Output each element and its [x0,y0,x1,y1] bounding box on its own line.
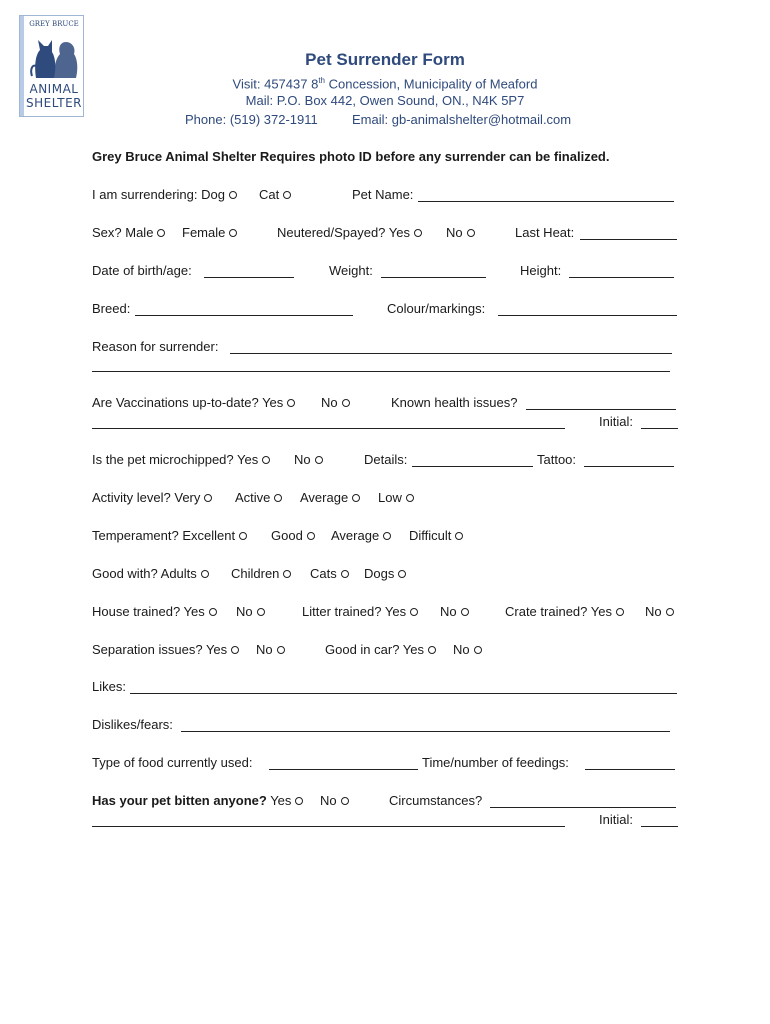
litter-label: Litter trained? Yes [302,604,407,619]
radio-male[interactable] [157,229,165,237]
page-title: Pet Surrender Form [305,50,465,69]
height-label: Height: [520,263,562,278]
temperament-label: Temperament? Excellent [92,528,236,543]
radio-vacc-no[interactable] [342,399,350,407]
car-yes-option [325,642,436,658]
logo-top-text: GREY BRUCE [29,20,79,28]
radio-chip-no[interactable] [315,456,323,464]
radio-neutered-no[interactable] [467,229,475,237]
sex-male-option [92,225,165,241]
initial-field-2[interactable] [641,826,678,827]
feedings-field[interactable] [585,769,675,770]
radio-goodwith-dogs[interactable] [398,570,406,578]
radio-crate-yes[interactable] [616,608,624,616]
activity-low-option [378,490,414,506]
radio-separation-yes[interactable] [231,646,239,654]
neutered-no-option [446,225,475,241]
activity-very-option [92,490,212,506]
crate-label: Crate trained? Yes [505,604,612,619]
weight-field[interactable] [381,277,486,278]
radio-goodwith-cats[interactable] [341,570,349,578]
visit-address [0,73,770,92]
radio-separation-no[interactable] [277,646,285,654]
separation-no-label: No [256,642,273,657]
reason-field-line2[interactable] [92,371,670,372]
litter-yes-option [302,604,418,620]
bitten-no-option [320,793,349,809]
dislikes-label: Dislikes/fears: [92,717,173,732]
goodwith-label: Good with? Adults [92,566,197,581]
circumstances-field[interactable] [490,807,676,808]
chip-label: Is the pet microchipped? Yes [92,452,259,467]
logo-line-animal: ANIMAL [29,82,79,96]
bitten-yes-option [92,793,303,809]
radio-litter-no[interactable] [461,608,469,616]
radio-vacc-yes[interactable] [287,399,295,407]
radio-activity-active[interactable] [274,494,282,502]
height-field[interactable] [569,277,674,278]
dob-field[interactable] [204,277,294,278]
house-label: House trained? Yes [92,604,205,619]
feedings-label: Time/number of feedings: [422,755,569,770]
dislikes-field[interactable] [181,731,670,732]
radio-house-no[interactable] [257,608,265,616]
visit-rest: Concession, Municipality of Meaford [325,76,538,92]
radio-crate-no[interactable] [666,608,674,616]
temperament-average-option [331,528,391,544]
neutered-no-label: No [446,225,463,240]
circumstances-label: Circumstances? [389,793,483,808]
temperament-difficult-option [409,528,463,544]
car-label: Good in car? Yes [325,642,425,657]
temperament-excellent-option [92,528,247,544]
vacc-no-label: No [321,395,338,410]
cats-label: Cats [310,566,337,581]
children-label: Children [231,566,280,581]
crate-no-label: No [645,604,662,619]
radio-activity-very[interactable] [204,494,212,502]
low-label: Low [378,490,402,505]
radio-activity-low[interactable] [406,494,414,502]
initial-label-1: Initial: [599,414,633,429]
radio-cat[interactable] [283,191,291,199]
details-field[interactable] [412,466,533,467]
vacc-yes-option [92,395,295,411]
litter-no-option [440,604,469,620]
separation-label: Separation issues? Yes [92,642,228,657]
id-notice: Grey Bruce Animal Shelter Requires photo ID before any surrender can be finalized. [92,149,610,164]
radio-bitten-no[interactable] [341,797,349,805]
surrendering-dog-label: I am surrendering: Dog [92,187,225,202]
difficult-label: Difficult [409,528,452,543]
female-label: Female [182,225,226,240]
car-no-option [453,642,482,658]
colour-label: Colour/markings: [387,301,486,316]
weight-label: Weight: [329,263,373,278]
colour-field[interactable] [498,315,677,316]
goodwith-cats-option [310,566,349,582]
cat-label: Cat [259,187,280,202]
food-label: Type of food currently used: [92,755,253,770]
sex-male-label: Sex? Male [92,225,154,240]
health-field[interactable] [526,409,676,410]
health-field-line2[interactable] [92,428,565,429]
logo-line-shelter: SHELTER [26,96,83,110]
breed-label: Breed: [92,301,131,316]
reason-label: Reason for surrender: [92,339,219,354]
bitten-no-label: No [320,793,337,808]
circumstances-field-line2[interactable] [92,826,565,827]
activity-active-option [235,490,282,506]
goodwith-children-option [231,566,291,582]
activity-label: Activity level? Very [92,490,201,505]
litter-no-label: No [440,604,457,619]
initial-label-2: Initial: [599,812,633,827]
initial-field-1[interactable] [641,428,678,429]
vacc-label: Are Vaccinations up-to-date? Yes [92,395,284,410]
car-no-label: No [453,642,470,657]
house-no-option [236,604,265,620]
radio-bitten-yes[interactable] [295,797,303,805]
temperament-good-option [271,528,315,544]
chip-yes-option [92,452,270,468]
vacc-no-option [321,395,350,411]
mail-address: Mail: P.O. Box 442, Owen Sound, ON., N4K 5P7 [245,93,525,108]
email-address: Email: gb-animalshelter@hotmail.com [352,112,572,127]
breed-field[interactable] [135,315,353,316]
radio-temp-good[interactable] [307,532,315,540]
goodwith-dogs-option [364,566,406,582]
last-heat-field[interactable] [580,239,677,240]
bitten-yes-label: Yes [266,793,292,808]
tattoo-label: Tattoo: [537,452,577,467]
chip-no-label: No [294,452,311,467]
dob-label: Date of birth/age: [92,263,192,278]
dogs-label: Dogs [364,566,395,581]
goodwith-adults-option [92,566,209,582]
cat-option [259,187,291,203]
pet-name-label: Pet Name: [352,187,414,202]
reason-field[interactable] [230,353,672,354]
house-no-label: No [236,604,253,619]
radio-temp-difficult[interactable] [455,532,463,540]
radio-dog[interactable] [229,191,237,199]
female-option [182,225,237,241]
radio-car-yes[interactable] [428,646,436,654]
crate-yes-option [505,604,624,620]
radio-temp-excellent[interactable] [239,532,247,540]
likes-label: Likes: [92,679,126,694]
surrendering-label [92,187,237,203]
radio-goodwith-children[interactable] [283,570,291,578]
radio-chip-yes[interactable] [262,456,270,464]
average2-label: Average [331,528,380,543]
radio-temp-average[interactable] [383,532,391,540]
average-label: Average [300,490,349,505]
active-label: Active [235,490,271,505]
radio-car-no[interactable] [474,646,482,654]
radio-neutered-yes[interactable] [414,229,422,237]
radio-female[interactable] [229,229,237,237]
neutered-yes-option [277,225,422,241]
radio-goodwith-adults[interactable] [201,570,209,578]
crate-no-option [645,604,674,620]
house-yes-option [92,604,217,620]
radio-litter-yes[interactable] [410,608,418,616]
pet-name-field[interactable] [418,201,674,202]
separation-yes-option [92,642,239,658]
separation-no-option [256,642,285,658]
radio-activity-average[interactable] [352,494,360,502]
neutered-label: Neutered/Spayed? Yes [277,225,410,240]
likes-field[interactable] [130,693,677,694]
good-label: Good [271,528,303,543]
health-label: Known health issues? [391,395,518,410]
details-label: Details: [364,452,408,467]
last-heat-label: Last Heat: [515,225,575,240]
radio-house-yes[interactable] [209,608,217,616]
food-field[interactable] [269,769,418,770]
activity-average-option [300,490,360,506]
chip-no-option [294,452,323,468]
bitten-label: Has your pet bitten anyone? [92,793,267,808]
tattoo-field[interactable] [584,466,674,467]
visit-prefix: Visit: 457437 8 [232,76,319,92]
visit-sup: th [318,76,325,85]
phone-number: Phone: (519) 372-1911 [185,112,318,127]
